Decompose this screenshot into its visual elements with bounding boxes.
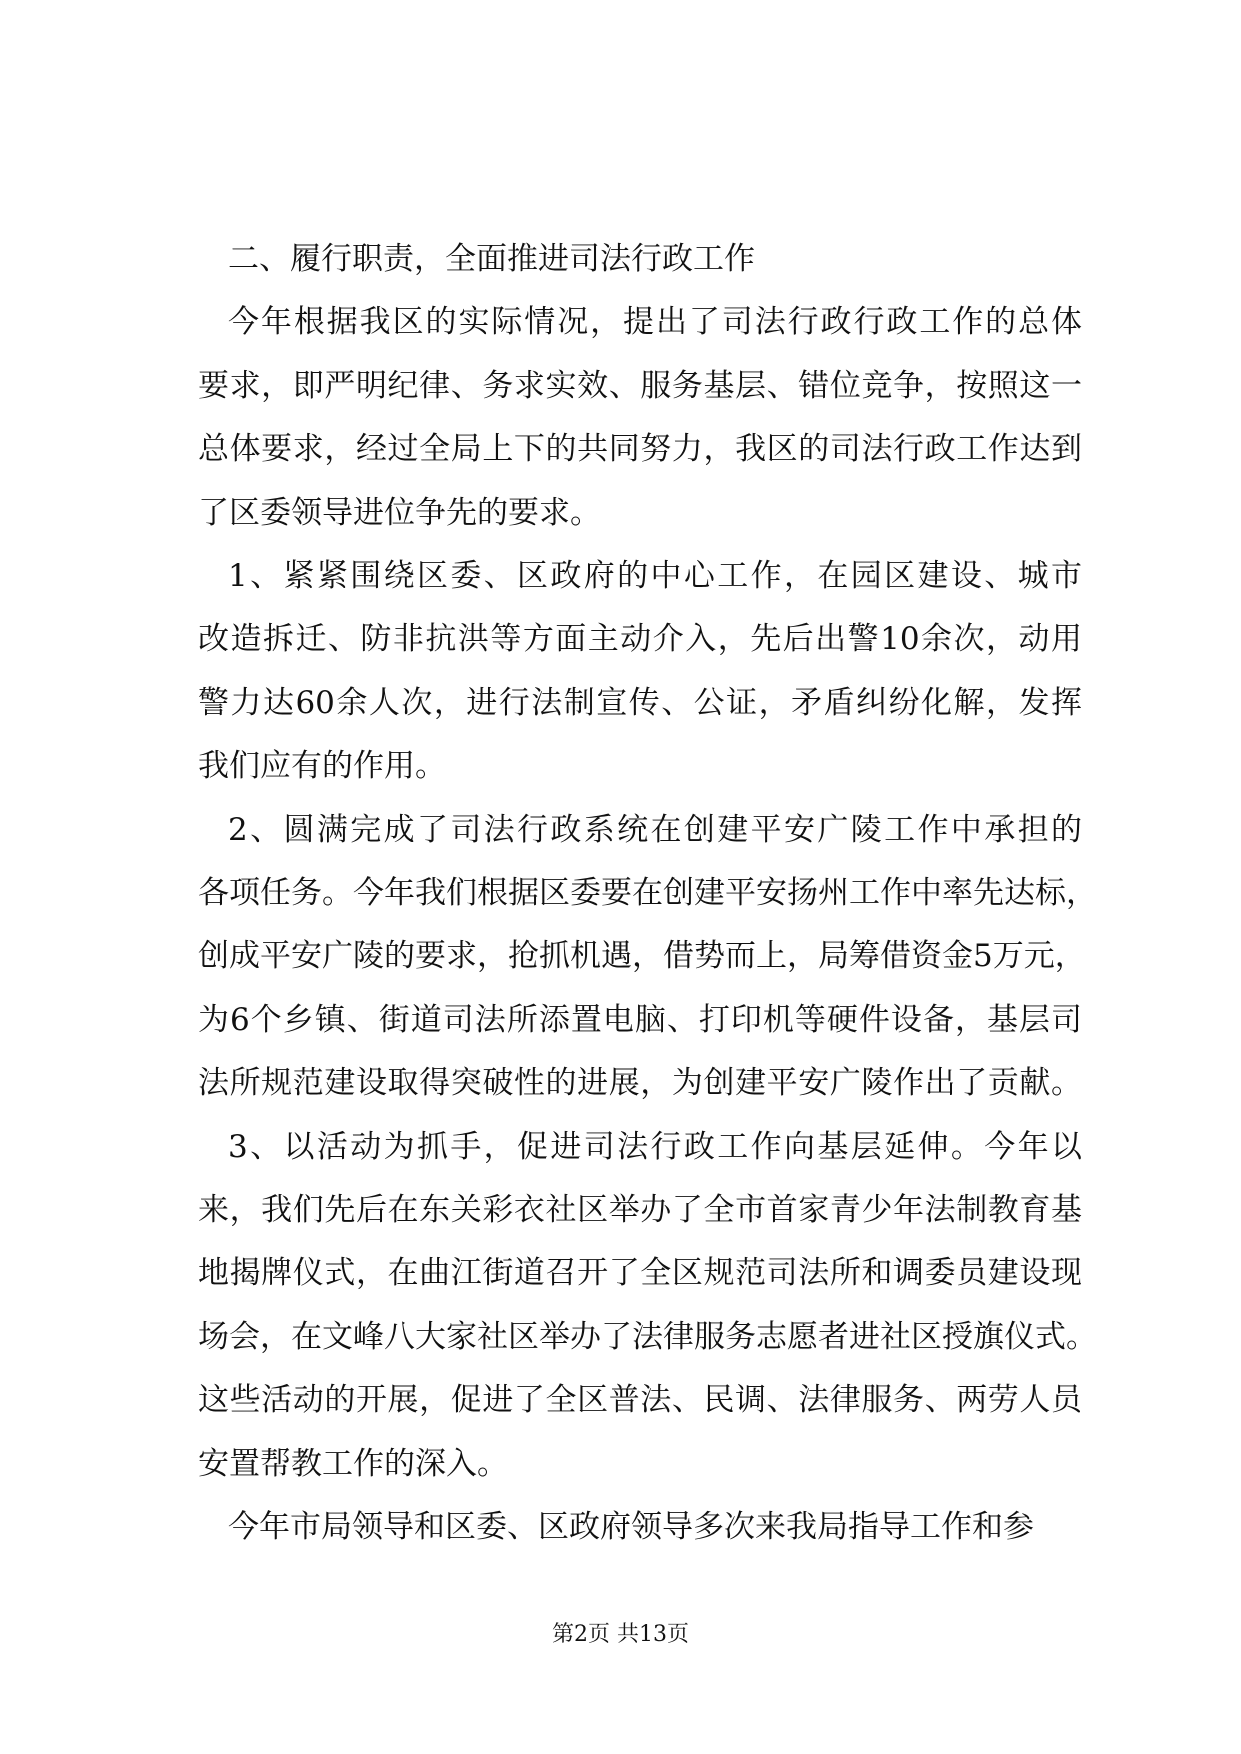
- paragraph-line: 警力达60余人次，进行法制宣传、公证，矛盾纠纷化解，发挥: [198, 684, 1082, 721]
- paragraph-line: 今年根据我区的实际情况，提出了司法行政行政工作的总体: [228, 304, 1082, 341]
- paragraph-line: 了区委领导进位争先的要求。: [198, 494, 601, 531]
- paragraph-line: 1、紧紧围绕区委、区政府的中心工作，在园区建设、城市: [228, 558, 1082, 594]
- paragraph-line: 要求，即严明纪律、务求实效、服务基层、错位竞争，按照这一: [198, 367, 1082, 404]
- paragraph-line: 总体要求，经过全局上下的共同努力，我区的司法行政工作达到: [198, 431, 1082, 468]
- paragraph-line: 法所规范建设取得突破性的进展，为创建平安广陵作出了贡献。: [198, 1065, 1082, 1102]
- paragraph-line: 各项任务。今年我们根据区委要在创建平安扬州工作中率先达标，: [198, 875, 1097, 911]
- paragraph-line: 这些活动的开展，促进了全区普法、民调、法律服务、两劳人员: [198, 1382, 1082, 1419]
- paragraph-line: 改造拆迁、防非抗洪等方面主动介入，先后出警10余次，动用: [198, 621, 1082, 658]
- paragraph-line: 今年市局领导和区委、区政府领导多次来我局指导工作和参: [228, 1509, 1034, 1545]
- paragraph-line: 来，我们先后在东关彩衣社区举办了全市首家青少年法制教育基: [198, 1192, 1082, 1228]
- paragraph-line: 创成平安广陵的要求，抢抓机遇，借势而上，局筹借资金5万元，: [198, 938, 1086, 975]
- paragraph-line: 3、以活动为抓手，促进司法行政工作向基层延伸。今年以: [228, 1128, 1082, 1165]
- paragraph-line: 为6个乡镇、街道司法所添置电脑、打印机等硬件设备，基层司: [198, 1001, 1082, 1038]
- paragraph-line: 我们应有的作用。: [198, 748, 446, 785]
- section-heading: 二、履行职责，全面推进司法行政工作: [228, 241, 755, 277]
- paragraph-line: 地揭牌仪式，在曲江街道召开了全区规范司法所和调委员建设现: [198, 1255, 1082, 1292]
- paragraph-line: 场会，在文峰八大家社区举办了法律服务志愿者进社区授旗仪式。: [198, 1318, 1097, 1355]
- paragraph-line: 安置帮教工作的深入。: [198, 1445, 508, 1482]
- page-footer: 第2页 共13页: [552, 1622, 689, 1647]
- paragraph-line: 2、圆满完成了司法行政系统在创建平安广陵工作中承担的: [228, 811, 1082, 848]
